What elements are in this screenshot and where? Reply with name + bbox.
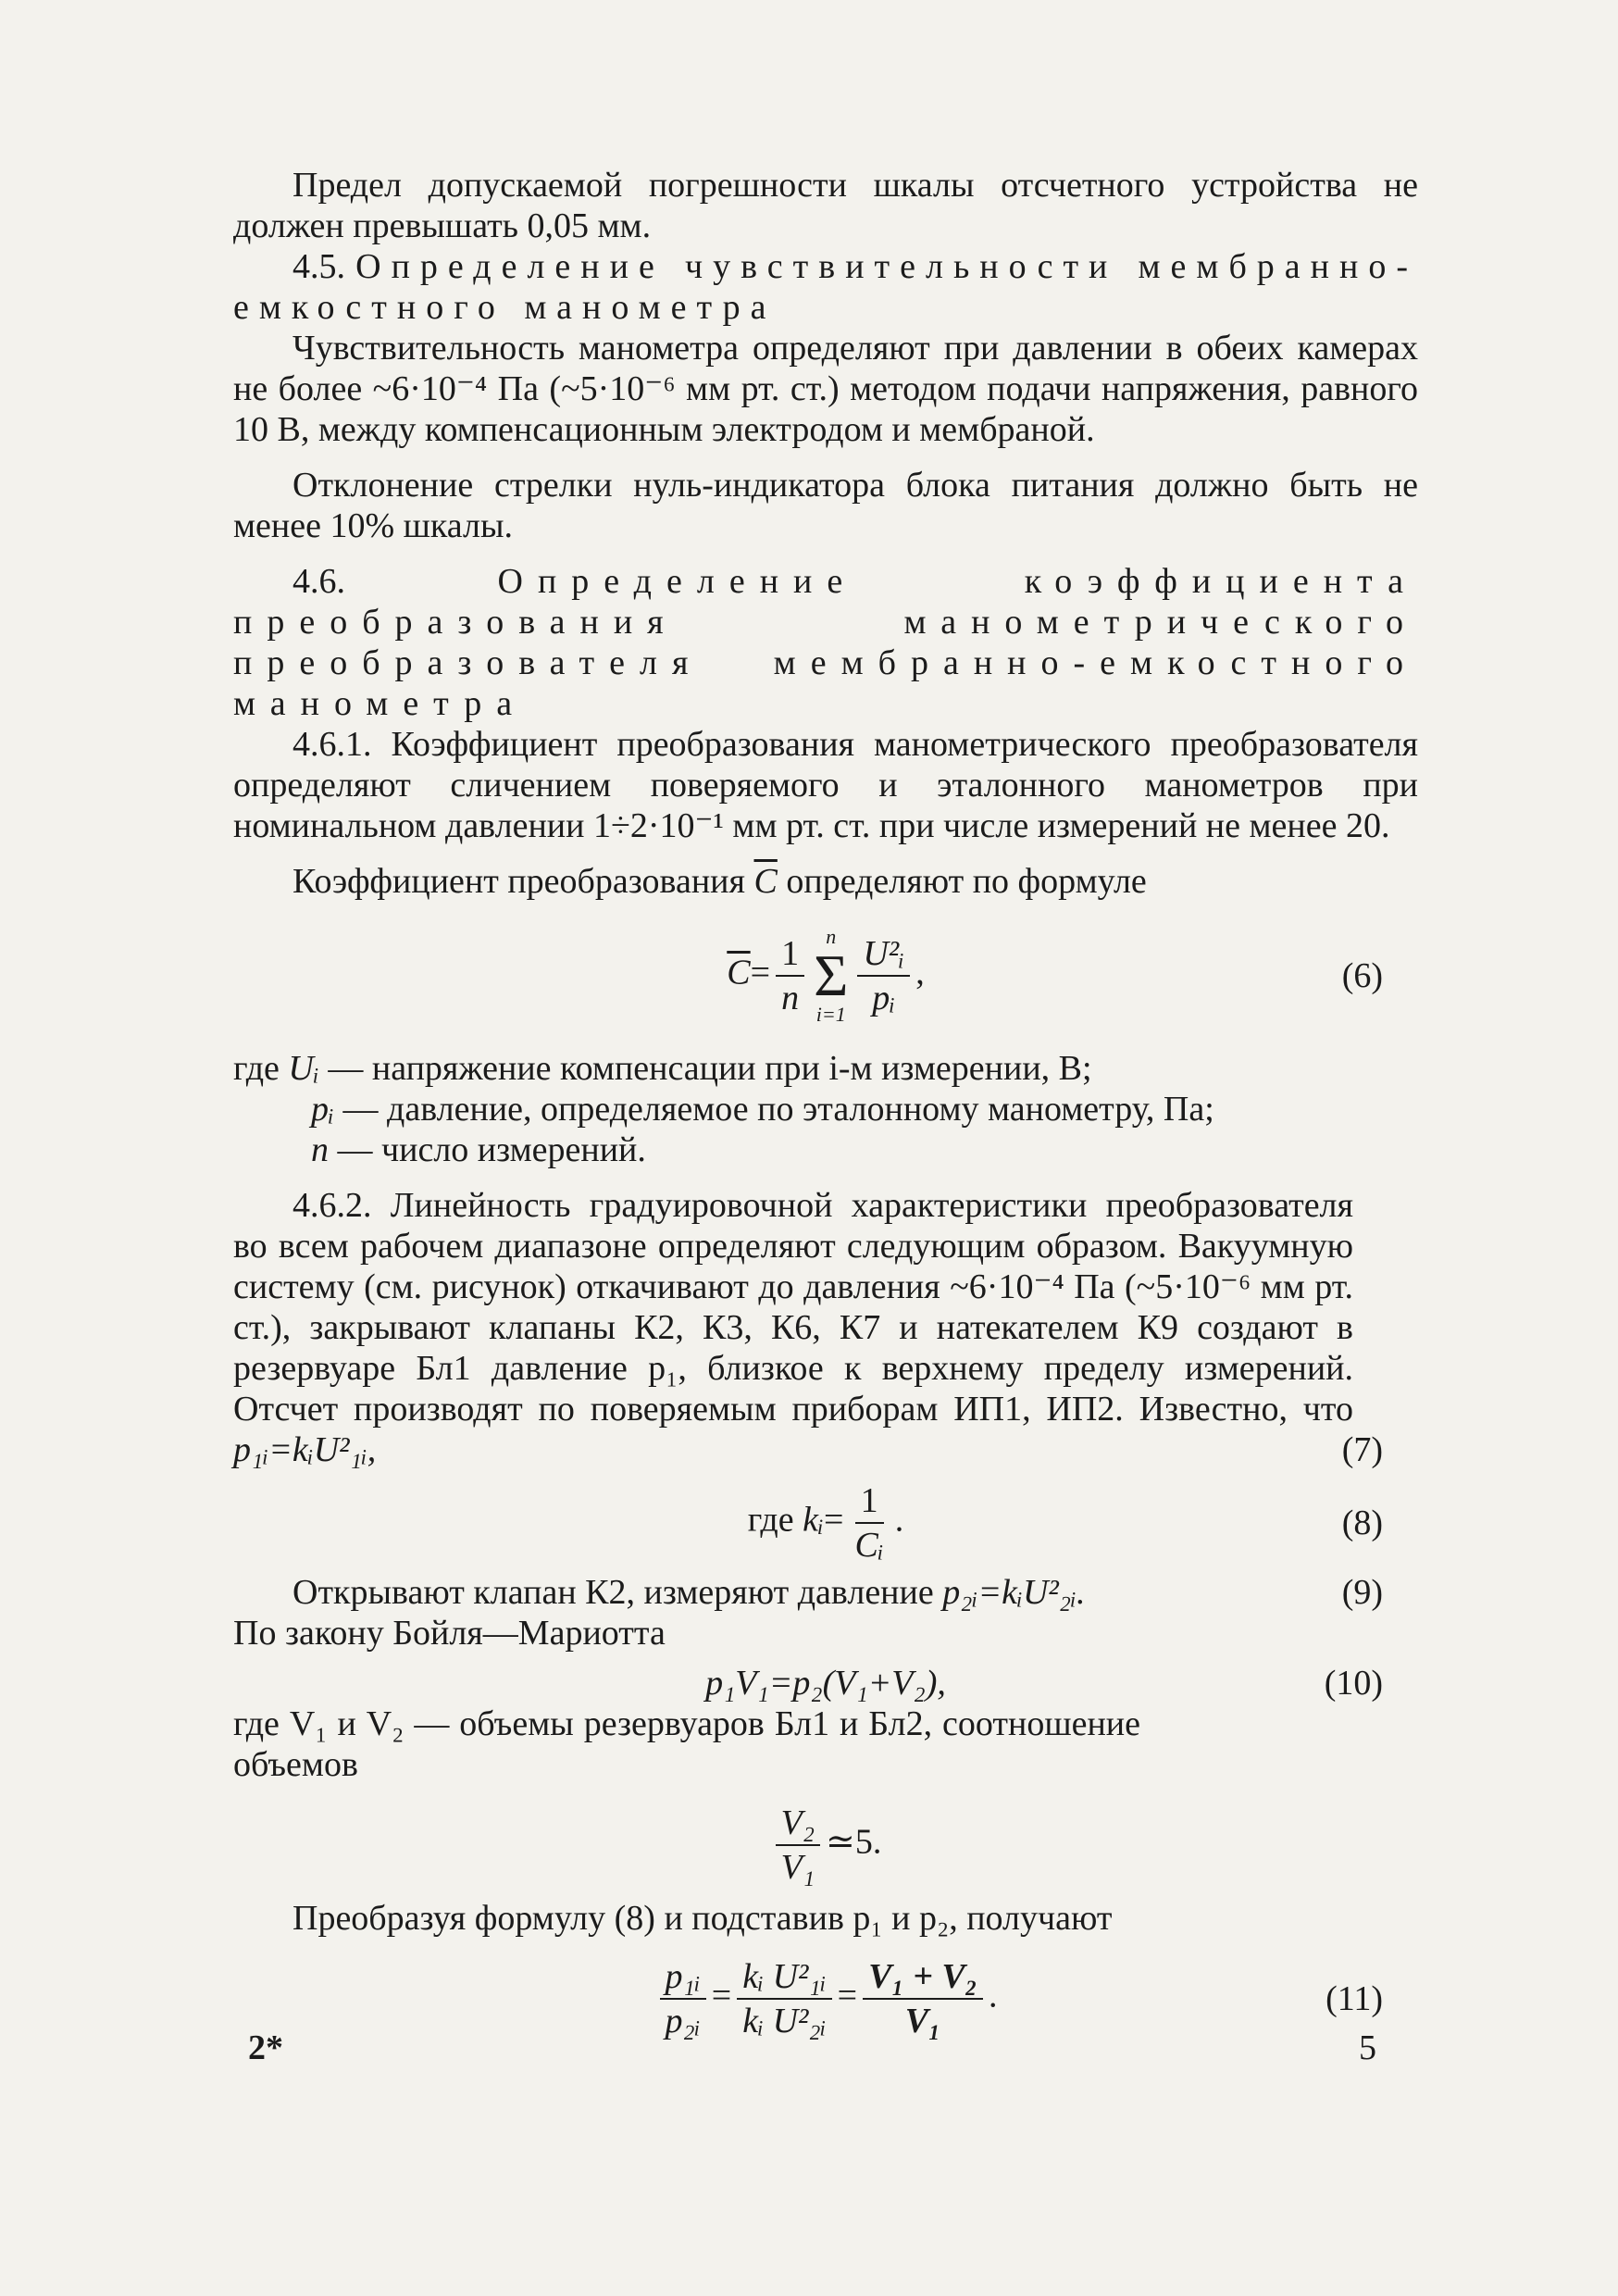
eq-tail: . (988, 1976, 998, 2015)
definition-text: — давление, определяемое по эталонному манометру, Па; (342, 1090, 1214, 1129)
where-word: где (747, 1500, 794, 1540)
text-run: определяют по формуле (786, 862, 1147, 901)
fraction-denominator: p₂ᵢ (665, 2002, 701, 2040)
heading-title: Определение чувствительности мембранно-емкостного манометра (233, 247, 1419, 327)
paragraph-4-6-2-block (233, 1185, 1418, 1470)
paragraph-volumes: где V₁ и V₂ — объемы резервуаров Бл1 и Бл2, соотношение объемов (233, 1704, 1140, 1784)
fraction-denominator: kᵢ U²₂ᵢ (742, 2002, 827, 2040)
paragraph-substitution: Преобразуя формулу (8) и подставив p₁ и p₂, получают (292, 1899, 1113, 1938)
fraction-volume-sum (863, 1959, 983, 2039)
definitions-list (233, 1048, 1418, 1170)
where-word: где (233, 1049, 280, 1088)
eq-sign: = (824, 1500, 844, 1540)
definition-u (233, 1048, 1418, 1089)
fraction-numerator: U²ᵢ (857, 936, 910, 977)
fraction-numerator: 1 (776, 936, 804, 977)
paragraph-boyle-mariotte: По закону Бойля—Мариотта (233, 1614, 666, 1653)
equation-number: (7) (1341, 1430, 1383, 1469)
paragraph-needle-deflection: Отклонение стрелки нуль-индикатора блока питания должно быть не менее 10% шкалы. (233, 466, 1418, 545)
paragraph-formula-intro (233, 861, 1418, 902)
formula-7: p₁ᵢ=kᵢU²₁ᵢ, (233, 1430, 377, 1469)
sigma-glyph: Σ (814, 942, 849, 1008)
fraction-1-over-c (849, 1483, 889, 1563)
fraction-denominator: Cᵢ (854, 1526, 884, 1565)
fraction-denominator: pᵢ (872, 979, 896, 1017)
fraction-denominator: n (781, 979, 800, 1017)
sum-symbol (814, 924, 848, 1028)
heading-number: 4.6. (292, 562, 345, 601)
fraction-p1-over-p2 (660, 1959, 706, 2039)
heading-number: 4.5. (292, 247, 345, 286)
variable-u: Uᵢ (288, 1049, 319, 1088)
signature-mark: 2* (248, 2028, 283, 2067)
page-number: 5 (1359, 2028, 1376, 2067)
eq-tail: . (894, 1500, 904, 1540)
text-run: Открывают клапан К2, измеряют давление (292, 1573, 934, 1612)
equation-10 (233, 1663, 1418, 1703)
fraction-numerator: V₁ + V₂ (863, 1959, 983, 2000)
fraction-numerator: V₂ (776, 1805, 820, 1846)
fraction-denominator: V₁ (780, 1848, 815, 1887)
variable-p: pᵢ (311, 1090, 335, 1129)
eq-lhs: kᵢ (803, 1500, 824, 1540)
equation-number: (11) (1326, 1979, 1383, 2018)
eq-sign: = (711, 1976, 732, 2015)
equation-9-line (233, 1572, 1418, 1613)
equation-6 (233, 924, 1418, 1028)
text-run: Коэффициент преобразования (292, 862, 745, 901)
sum-lower-limit: i=1 (815, 1003, 846, 1026)
fraction-1-over-n (776, 936, 804, 1016)
paragraph-4-6-2 (233, 1185, 1353, 1470)
heading-4-6 (233, 561, 1418, 724)
variable-c-bar: $\overline{C}$ (753, 862, 778, 901)
formula-10: p₁V₁=p₂(V₁+V₂), (705, 1664, 946, 1703)
fraction-u-over-p (857, 936, 910, 1016)
heading-4-5 (233, 246, 1418, 328)
fraction-denominator: V₁ (904, 2002, 941, 2040)
text-run: 4.6.2. Линейность градуировочной характеристики преобразователя во всем рабочем диапазоне определяют следующим образом. Вакуумную систему (см. рисунок) откачивают до давления ~6·10⁻⁴ Па (~5·10⁻⁶ мм рт. ст.), закрывают клапаны К2, К3, К6, К7 и натекателем К9 создают в резервуаре Бл1 давление p₁, близкое к верхнему пределу измерений. Отсчет производят по поверяемым приборам ИП1, ИП2. Известно, что (233, 1186, 1353, 1429)
paragraph-4-6-1: 4.6.1. Коэффициент преобразования манометрического преобразователя определяют сличением поверяемого и эталонного манометров при номинальном давлении 1÷2·10⁻¹ мм рт. ст. при числе измерений не менее 20. (233, 725, 1418, 845)
definition-text: — число измерений. (337, 1130, 646, 1169)
fraction-numerator: 1 (855, 1483, 884, 1524)
equation-number: (6) (1341, 956, 1383, 995)
variable-n: n (311, 1130, 329, 1169)
formula-9: p₂ᵢ=kᵢU²₂ᵢ. (942, 1573, 1086, 1612)
fraction-v2-over-v1 (776, 1805, 820, 1885)
eq-tail: ≃5. (826, 1822, 882, 1862)
paragraph-sensitivity: Чувствительность манометра определяют при давлении в обеих камерах не более ~6·10⁻⁴ Па (~5·10⁻⁶ мм рт. ст.) методом подачи напряжения, равного 10 В, между компенсационным электродом и мембраной. (233, 329, 1418, 449)
eq-sign: = (750, 953, 771, 992)
heading-title: Определение коэффициента преобразования манометрического преобразователя мембранно-емкостного манометра (233, 562, 1418, 723)
fraction-numerator: p₁ᵢ (660, 1959, 706, 2000)
equation-8 (233, 1483, 1418, 1563)
equation-volume-ratio (233, 1805, 1418, 1885)
eq-lhs: $\overline{C}$ (727, 953, 751, 992)
definition-n (233, 1129, 1418, 1170)
sum-upper-limit: n (826, 925, 837, 948)
paragraph-error-limit: Предел допускаемой погрешности шкалы отсчетного устройства не должен превышать 0,05 мм. (233, 166, 1418, 245)
equation-11 (233, 1959, 1418, 2039)
equation-number: (9) (1341, 1573, 1383, 1612)
fraction-numerator: kᵢ U²₁ᵢ (737, 1959, 831, 2000)
definition-p (233, 1089, 1418, 1129)
eq-tail: , (915, 953, 925, 992)
equation-number: (10) (1324, 1664, 1383, 1703)
eq-sign: = (837, 1976, 858, 2015)
definition-text: — напряжение компенсации при i-м измерении, В; (328, 1049, 1092, 1088)
fraction-ku-over-ku (737, 1959, 831, 2039)
equation-number: (8) (1341, 1504, 1383, 1542)
text-column (233, 165, 1418, 2039)
